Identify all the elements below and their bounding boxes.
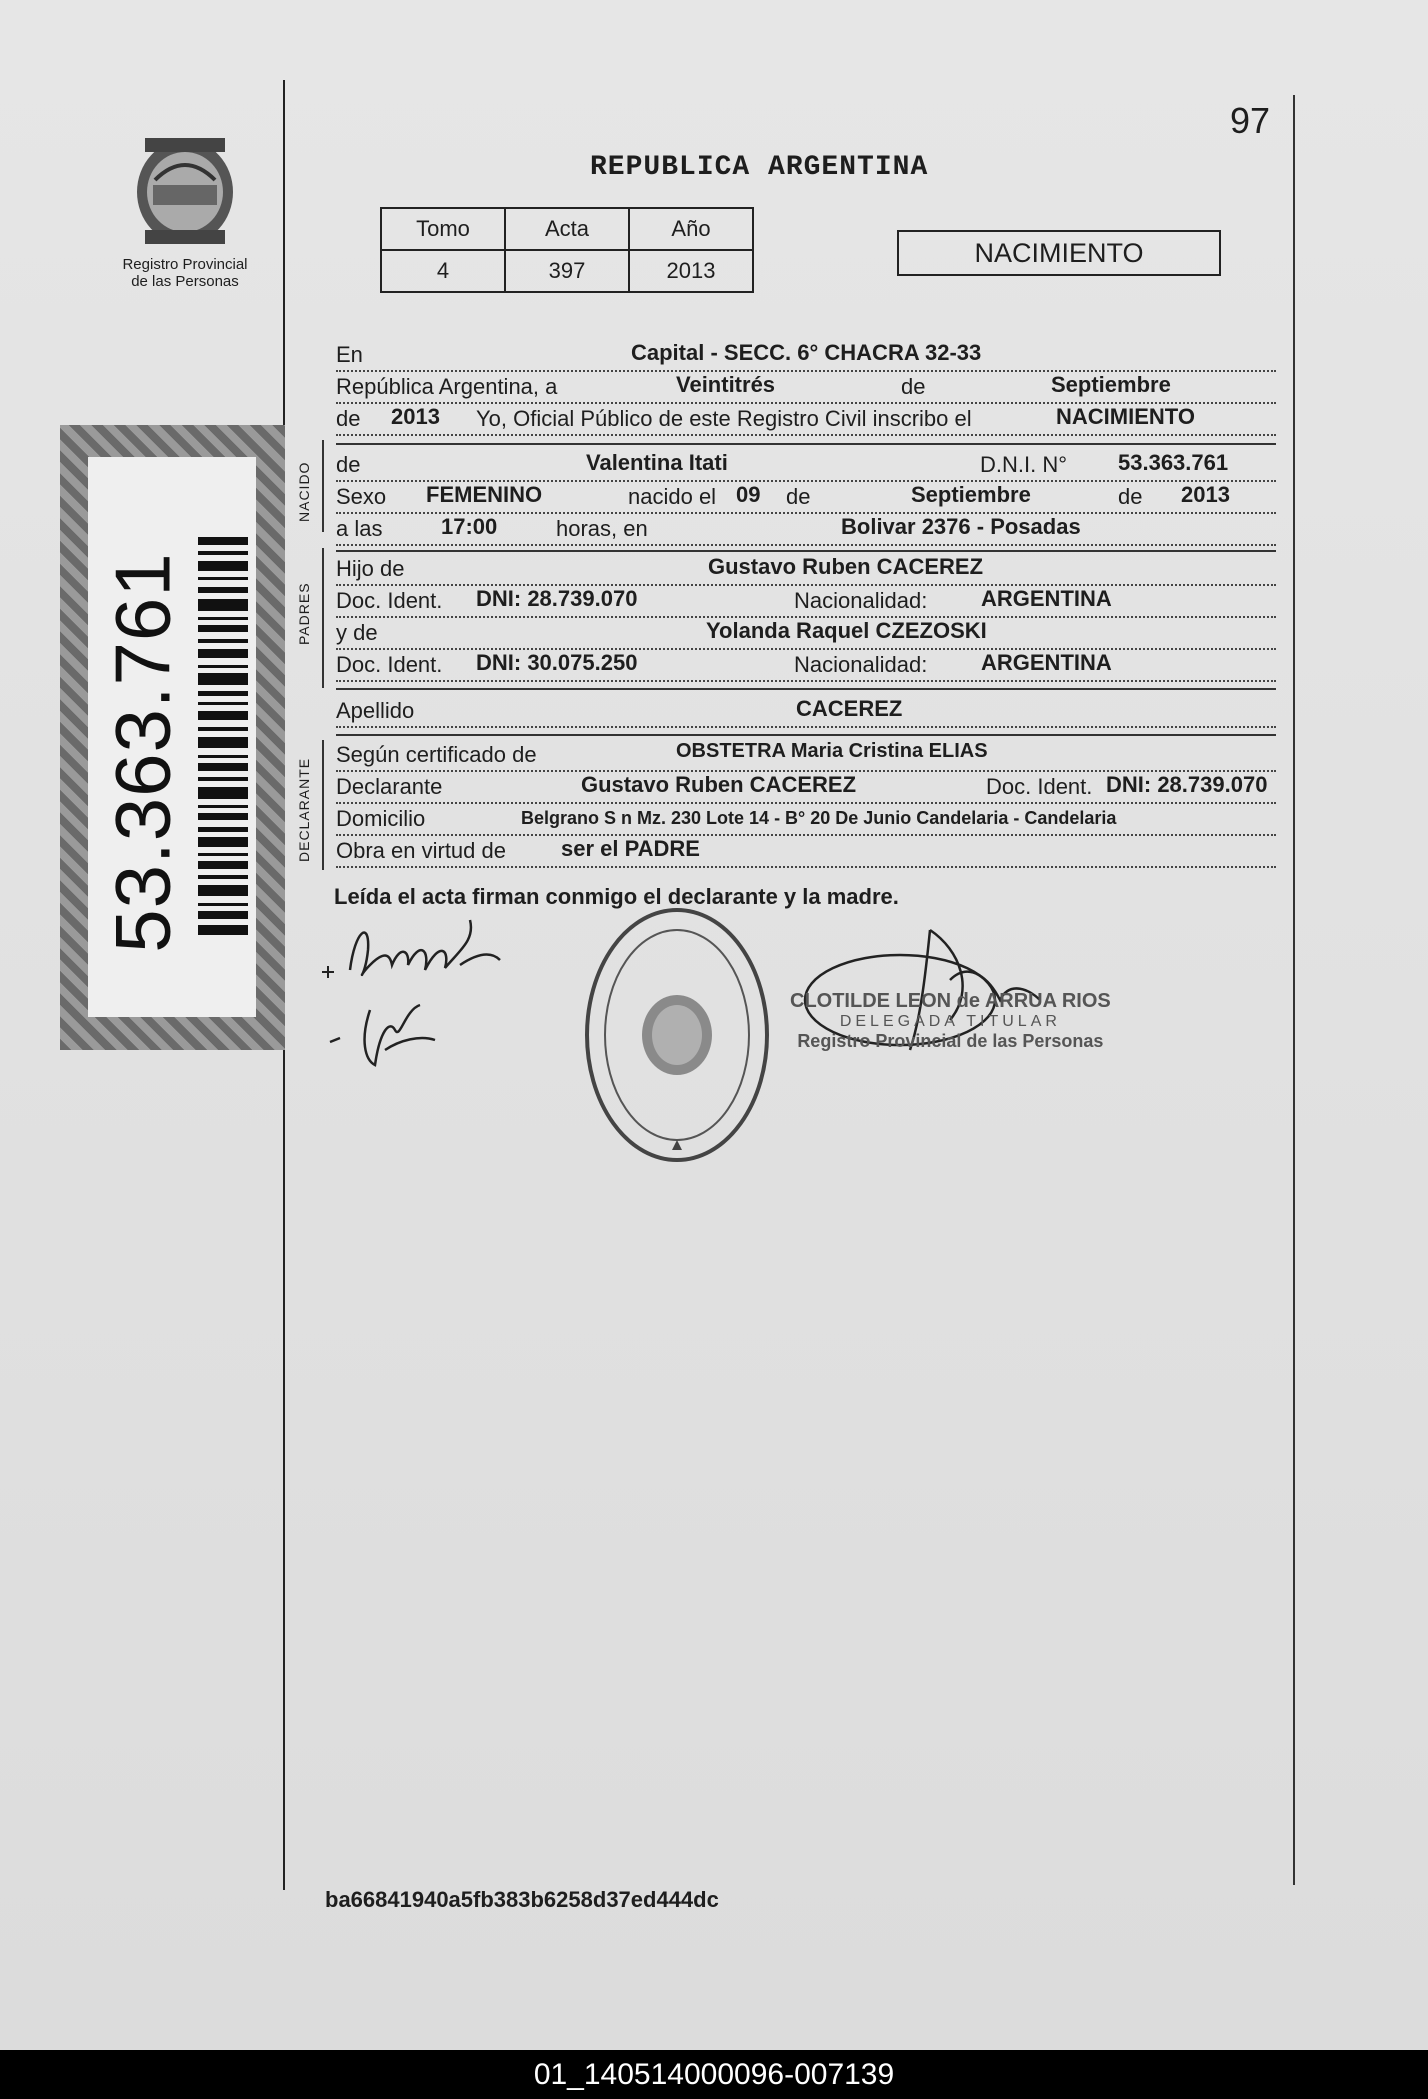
mother-nationality-value: ARGENTINA (981, 650, 1112, 675)
father-doc-value: DNI: 28.739.070 (476, 586, 638, 611)
divider (336, 550, 1276, 552)
mother-doc-line: Doc. Ident. DNI: 30.075.250 Nacionalidad: ARGENTINA (336, 650, 1276, 682)
declarant-doc-value: DNI: 28.739.070 (1106, 772, 1268, 797)
section-label-padres: PADRES (296, 582, 312, 645)
father-line: Hijo de Gustavo Ruben CACEREZ (336, 554, 1276, 586)
birth-time-value: 17:00 (441, 514, 498, 539)
child-name-value: Valentina Itati (586, 450, 728, 475)
registry-logo (110, 130, 260, 290)
place-line: En Capital - SECC. 6° CHACRA 32-33 (336, 340, 1276, 372)
declarant-line: Declarante Gustavo Ruben CACEREZ Doc. Ident. DNI: 28.739.070 (336, 772, 1276, 804)
registration-line: de 2013 Yo, Oficial Público de este Registro Civil inscribo el NACIMIENTO (336, 404, 1276, 436)
acta-header: Acta (505, 208, 629, 250)
logo-label: Registro Provincial de las Personas (122, 256, 248, 290)
father-name-value: Gustavo Ruben CACEREZ (708, 554, 984, 579)
birth-day-value: 09 (736, 482, 761, 507)
year-value: 2013 (391, 404, 440, 429)
record-type-value: NACIMIENTO (1056, 404, 1195, 429)
barcode-icon (198, 537, 248, 937)
surname-line: Apellido CACEREZ (336, 696, 1276, 728)
capacity-value: ser el PADRE (561, 836, 700, 861)
nacido-bracket (322, 440, 324, 532)
document-type-box: NACIMIENTO (897, 230, 1221, 276)
section-label-nacido: NACIDO (296, 461, 312, 522)
sex-value: FEMENINO (426, 482, 543, 507)
certificate-line: Según certificado de OBSTETRA Maria Cristina ELIAS (336, 740, 1276, 772)
father-nationality-value: ARGENTINA (981, 586, 1112, 611)
anio-value: 2013 (629, 250, 753, 292)
certificate-value: OBSTETRA Maria Cristina ELIAS (676, 740, 988, 762)
anio-header: Año (629, 208, 753, 250)
barcode-number: 53.363.761 (98, 552, 187, 953)
footer-id: 01_140514000096-007139 (0, 2050, 1428, 2099)
child-dni-value: 53.363.761 (1118, 450, 1229, 475)
declarante-bracket (322, 740, 324, 870)
tomo-value: 4 (381, 250, 505, 292)
sex-birthdate-line: Sexo FEMENINO nacido el 09 de Septiembre de 2013 (336, 482, 1276, 514)
acta-value: 397 (505, 250, 629, 292)
father-doc-line: Doc. Ident. DNI: 28.739.070 Nacionalidad: ARGENTINA (336, 586, 1276, 618)
province-crest-icon (125, 130, 245, 250)
month-value: Septiembre (1051, 372, 1171, 397)
mother-name-value: Yolanda Raquel CZEZOSKI (706, 618, 987, 643)
birth-place-value: Bolivar 2376 - Posadas (841, 514, 1081, 539)
place-value: Capital - SECC. 6° CHACRA 32-33 (631, 340, 982, 365)
record-table (380, 207, 754, 293)
padres-bracket (322, 548, 324, 688)
document-hash: ba66841940a5fb383b6258d37ed444dc (325, 1887, 719, 1912)
address-line: Domicilio Belgrano S n Mz. 230 Lote 14 - B° 20 De Junio Candelaria - Candelaria (336, 804, 1276, 836)
declarant-signature-icon (310, 910, 530, 1080)
address-value: Belgrano S n Mz. 230 Lote 14 - B° 20 De Junio Candelaria - Candelaria (521, 808, 1117, 828)
time-place-line: a las 17:00 horas, en Bolivar 2376 - Posadas (336, 514, 1276, 546)
divider (336, 688, 1276, 690)
barcode-panel (60, 425, 285, 1050)
closing-statement: Leída el acta firman conmigo el declarante y la madre. (334, 884, 899, 909)
divider (336, 443, 1276, 445)
section-label-declarante: DECLARANTE (296, 757, 312, 862)
divider (336, 734, 1276, 736)
birth-year-value: 2013 (1181, 482, 1230, 507)
day-value: Veintitrés (676, 372, 776, 397)
official-seal-icon (582, 905, 772, 1165)
mother-doc-value: DNI: 30.075.250 (476, 650, 638, 675)
officer-stamp: CLOTILDE LEON de ARRUA RIOS DELEGADA TITULAR Registro Provincial de las Personas (790, 990, 1111, 1051)
document-heading: REPUBLICA ARGENTINA (590, 152, 929, 183)
date-line: República Argentina, a Veintitrés de Septiembre (336, 372, 1276, 404)
page-number: 97 (1230, 100, 1271, 141)
capacity-line: Obra en virtud de ser el PADRE (336, 836, 1276, 868)
mother-line: y de Yolanda Raquel CZEZOSKI (336, 618, 1276, 650)
surname-value: CACEREZ (796, 696, 903, 721)
tomo-header: Tomo (381, 208, 505, 250)
declarant-name-value: Gustavo Ruben CACEREZ (581, 772, 857, 797)
birth-month-value: Septiembre (911, 482, 1031, 507)
name-line: de Valentina Itati D.N.I. N° 53.363.761 (336, 450, 1276, 482)
barcode-label (88, 457, 256, 1017)
right-margin-line (1293, 95, 1295, 1885)
